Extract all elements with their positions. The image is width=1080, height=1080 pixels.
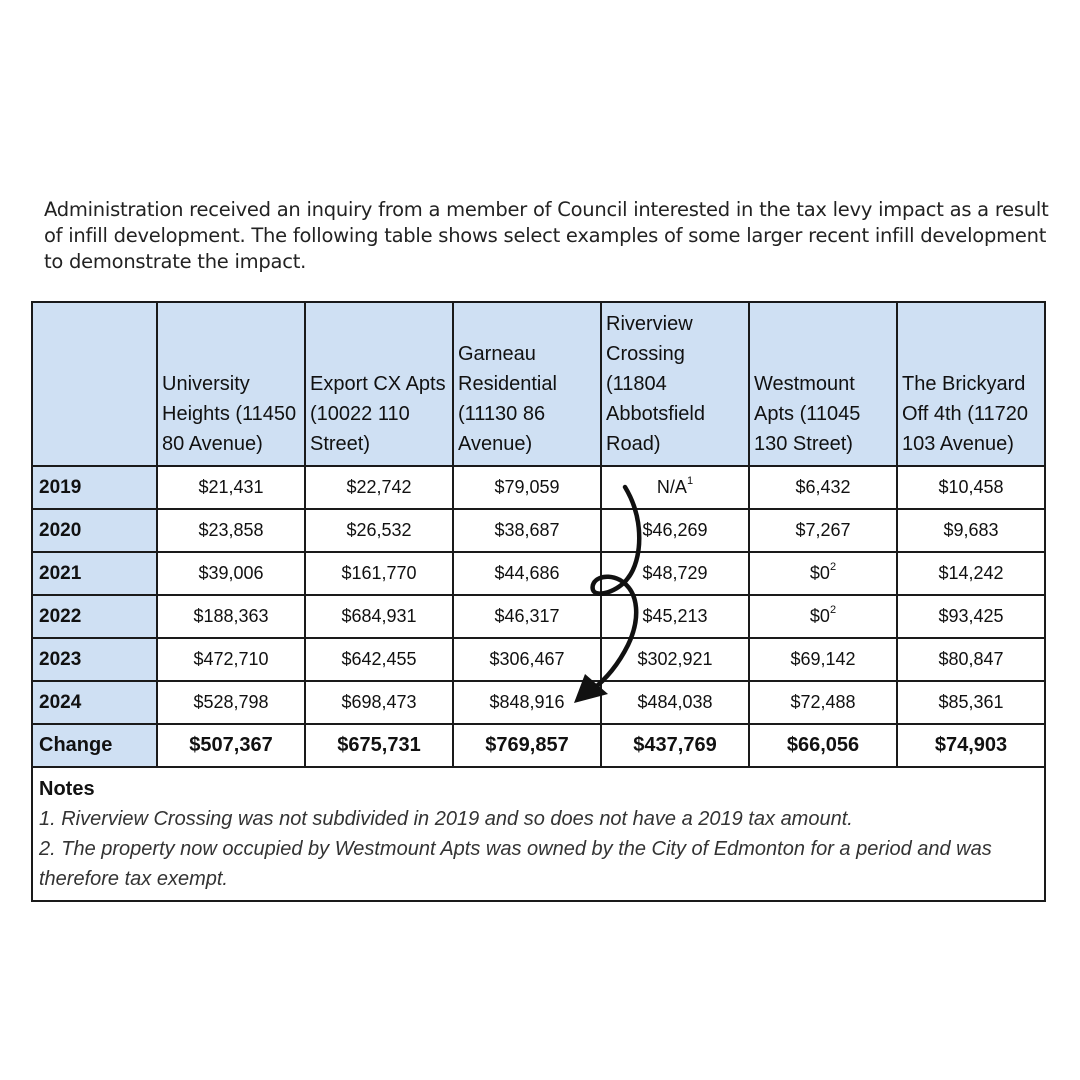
change-row (32, 724, 1045, 767)
column-header: Export CX Apts (10022 110 Street) (305, 302, 453, 466)
table-cell: $85,361 (897, 681, 1045, 724)
table-cell: $80,847 (897, 638, 1045, 681)
column-header: University Heights (11450 80 Avenue) (157, 302, 305, 466)
table-cell: $26,532 (305, 509, 453, 552)
table-cell: $22,742 (305, 466, 453, 509)
table-cell: $684,931 (305, 595, 453, 638)
table-cell (601, 466, 749, 509)
table-cell: $79,059 (453, 466, 601, 509)
table-cell: $642,455 (305, 638, 453, 681)
row-label: Change (32, 724, 157, 767)
notes-title: Notes (39, 778, 95, 800)
row-label: 2023 (32, 638, 157, 681)
change-cell: $66,056 (749, 724, 897, 767)
change-cell: $675,731 (305, 724, 453, 767)
intro-paragraph: Administration received an inquiry from a member of Council interested in the tax levy impact as a result of infill development. The following table shows select examples of some larger recent infill development to demonstrate the impact. (44, 198, 1049, 273)
notes-row (32, 767, 1045, 901)
change-cell: $74,903 (897, 724, 1045, 767)
table-cell: $9,683 (897, 509, 1045, 552)
table-cell: $44,686 (453, 552, 601, 595)
row-label: 2024 (32, 681, 157, 724)
table-cell: $72,488 (749, 681, 897, 724)
table-row (32, 509, 1045, 552)
footnote-mark: 2 (829, 604, 837, 616)
table-row (32, 595, 1045, 638)
table-cell: $484,038 (601, 681, 749, 724)
table-cell: $14,242 (897, 552, 1045, 595)
change-cell: $769,857 (453, 724, 601, 767)
column-header: Riverview Crossing (11804 Abbotsfield Road) (601, 302, 749, 466)
footnote-mark: 2 (829, 561, 837, 573)
table-cell: $93,425 (897, 595, 1045, 638)
table-cell: $7,267 (749, 509, 897, 552)
table-cell: $23,858 (157, 509, 305, 552)
table-cell: $306,467 (453, 638, 601, 681)
table-cell: $472,710 (157, 638, 305, 681)
table-cell (749, 552, 897, 595)
cell-value: $0 (809, 606, 830, 626)
table-cell: $10,458 (897, 466, 1045, 509)
table-cell: $48,729 (601, 552, 749, 595)
table-row (32, 681, 1045, 724)
table-cell: $698,473 (305, 681, 453, 724)
table-cell: $6,432 (749, 466, 897, 509)
table-row (32, 638, 1045, 681)
tax-levy-table (31, 301, 1046, 902)
cell-value: $0 (809, 563, 830, 583)
notes-cell (32, 767, 1045, 901)
table-cell: $45,213 (601, 595, 749, 638)
table-cell: $302,921 (601, 638, 749, 681)
row-label: 2019 (32, 466, 157, 509)
change-cell: $437,769 (601, 724, 749, 767)
header-row (32, 302, 1045, 466)
table-cell: $188,363 (157, 595, 305, 638)
table-cell: $38,687 (453, 509, 601, 552)
row-label: 2020 (32, 509, 157, 552)
table-cell (749, 595, 897, 638)
column-header: The Brickyard Off 4th (11720 103 Avenue) (897, 302, 1045, 466)
row-label: 2021 (32, 552, 157, 595)
table-cell: $39,006 (157, 552, 305, 595)
column-header: Westmount Apts (11045 130 Street) (749, 302, 897, 466)
table-cell: $161,770 (305, 552, 453, 595)
table-cell: $21,431 (157, 466, 305, 509)
note-line: 2. The property now occupied by Westmount Apts was owned by the City of Edmonton for a period and was therefore tax exempt. (39, 838, 992, 890)
table-row (32, 552, 1045, 595)
change-cell: $507,367 (157, 724, 305, 767)
table-cell: $46,317 (453, 595, 601, 638)
table-cell: $848,916 (453, 681, 601, 724)
note-line: 1. Riverview Crossing was not subdivided in 2019 and so does not have a 2019 tax amount. (39, 808, 853, 830)
column-header: Garneau Residential (11130 86 Avenue) (453, 302, 601, 466)
table-row (32, 466, 1045, 509)
cell-value: N/A (656, 477, 687, 497)
footnote-mark: 1 (686, 475, 694, 487)
table-cell: $46,269 (601, 509, 749, 552)
table-cell: $528,798 (157, 681, 305, 724)
row-label: 2022 (32, 595, 157, 638)
table-cell: $69,142 (749, 638, 897, 681)
corner-cell (32, 302, 157, 466)
